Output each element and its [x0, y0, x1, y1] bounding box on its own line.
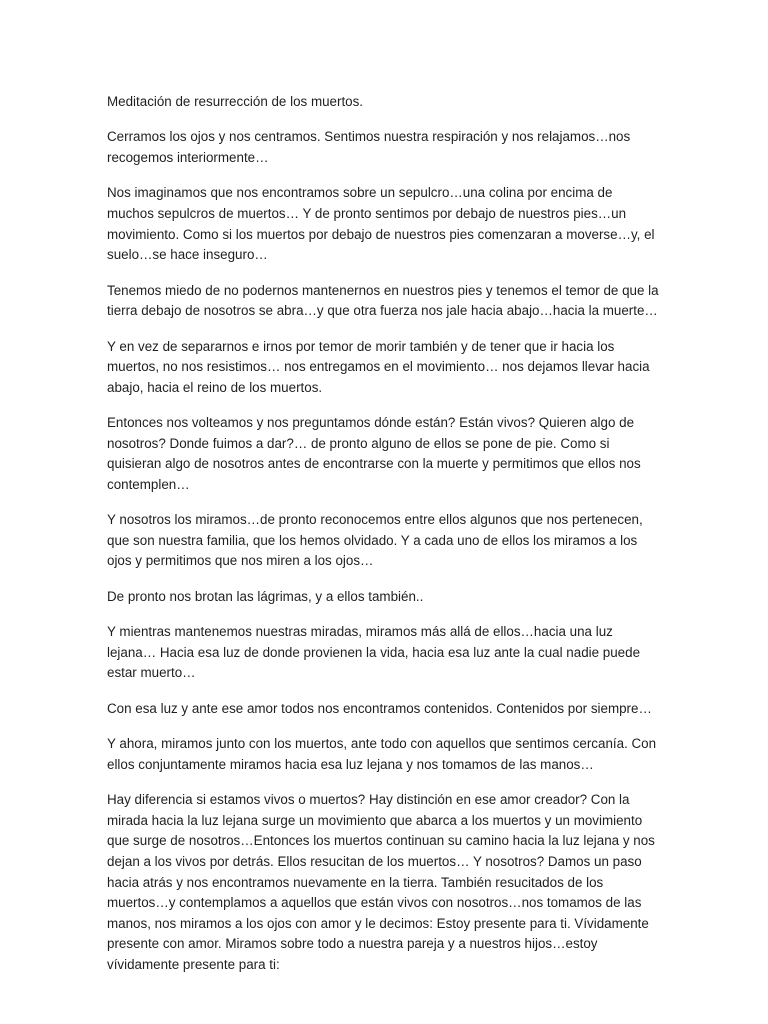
- paragraph-11: Hay diferencia si estamos vivos o muertos? Hay distinción en ese amor creador? Con la mirada hacia la luz lejana surge un movimiento que abarca a los muertos y un movimiento que surge de nosotros…Entonces los muertos continuan su camino hacia la luz lejana y nos dejan a los vivos por detrás. Ellos resucitan de los muertos… Y nosotros? Damos un paso hacia atrás y nos encontramos nuevamente en la tierra. También resucitados de los muertos…y contemplamos a aquellos que están vivos con nosotros…nos tomamos de las manos, nos miramos a los ojos con amor y le decimos: Estoy presente para ti. Vívidamente presente con amor. Miramos sobre todo a nuestra pareja y a nuestros hijos…estoy vívidamente presente para ti:: [107, 792, 655, 972]
- paragraph-7: De pronto nos brotan las lágrimas, y a ellos también..: [107, 588, 424, 604]
- paragraph-4: Y en vez de separarnos e irnos por temor de morir también y de tener que ir hacia los muertos, no nos resistimos… nos entregamos en el movimiento… nos dejamos llevar hacia abajo, hacia el reino de los muertos.: [107, 338, 650, 395]
- document-title: Meditación de resurrección de los muertos.: [107, 94, 364, 109]
- paragraph-2: Nos imaginamos que nos encontramos sobre un sepulcro…una colina por encima de muchos sepulcros de muertos… Y de pronto sentimos por debajo de nuestros pies…un movimiento. Como si los muertos por debajo de nuestros pies comenzaran a moverse…y, el suelo…se hace inseguro…: [107, 185, 655, 263]
- paragraph-6: Y nosotros los miramos…de pronto reconocemos entre ellos algunos que nos pertenecen, que son nuestra familia, que los hemos olvidado. Y a cada uno de ellos los miramos a los ojos y permitimos que nos miren a los ojos…: [107, 512, 643, 569]
- paragraph-1: Cerramos los ojos y nos centramos. Sentimos nuestra respiración y nos relajamos…nos recogemos interiormente…: [107, 129, 631, 165]
- paragraph-5: Entonces nos volteamos y nos preguntamos dónde están? Están vivos? Quieren algo de nosotros? Donde fuimos a dar?… de pronto alguno de ellos se pone de pie. Como si quisieran algo de nosotros antes de encontrarse con la muerte y permitimos que ellos nos contemplen…: [107, 415, 641, 492]
- paragraph-10: Y ahora, miramos junto con los muertos, ante todo con aquellos que sentimos cercanía. Con ellos conjuntamente miramos hacia esa luz lejana y nos tomamos de las manos…: [107, 736, 657, 772]
- document-page: [107, 92, 659, 990]
- paragraph-8: Y mientras mantenemos nuestras miradas, miramos más allá de ellos…hacia una luz lejana… Hacia esa luz de donde provienen la vida, hacia esa luz ante la cual nadie puede estar muerto…: [107, 624, 641, 681]
- paragraph-9: Con esa luz y ante ese amor todos nos encontramos contenidos. Contenidos por siempre…: [107, 700, 652, 716]
- paragraph-3: Tenemos miedo de no podernos mantenernos en nuestros pies y tenemos el temor de que la tierra debajo de nosotros se abra…y que otra fuerza nos jale hacia abajo…hacia la muerte…: [107, 282, 659, 319]
